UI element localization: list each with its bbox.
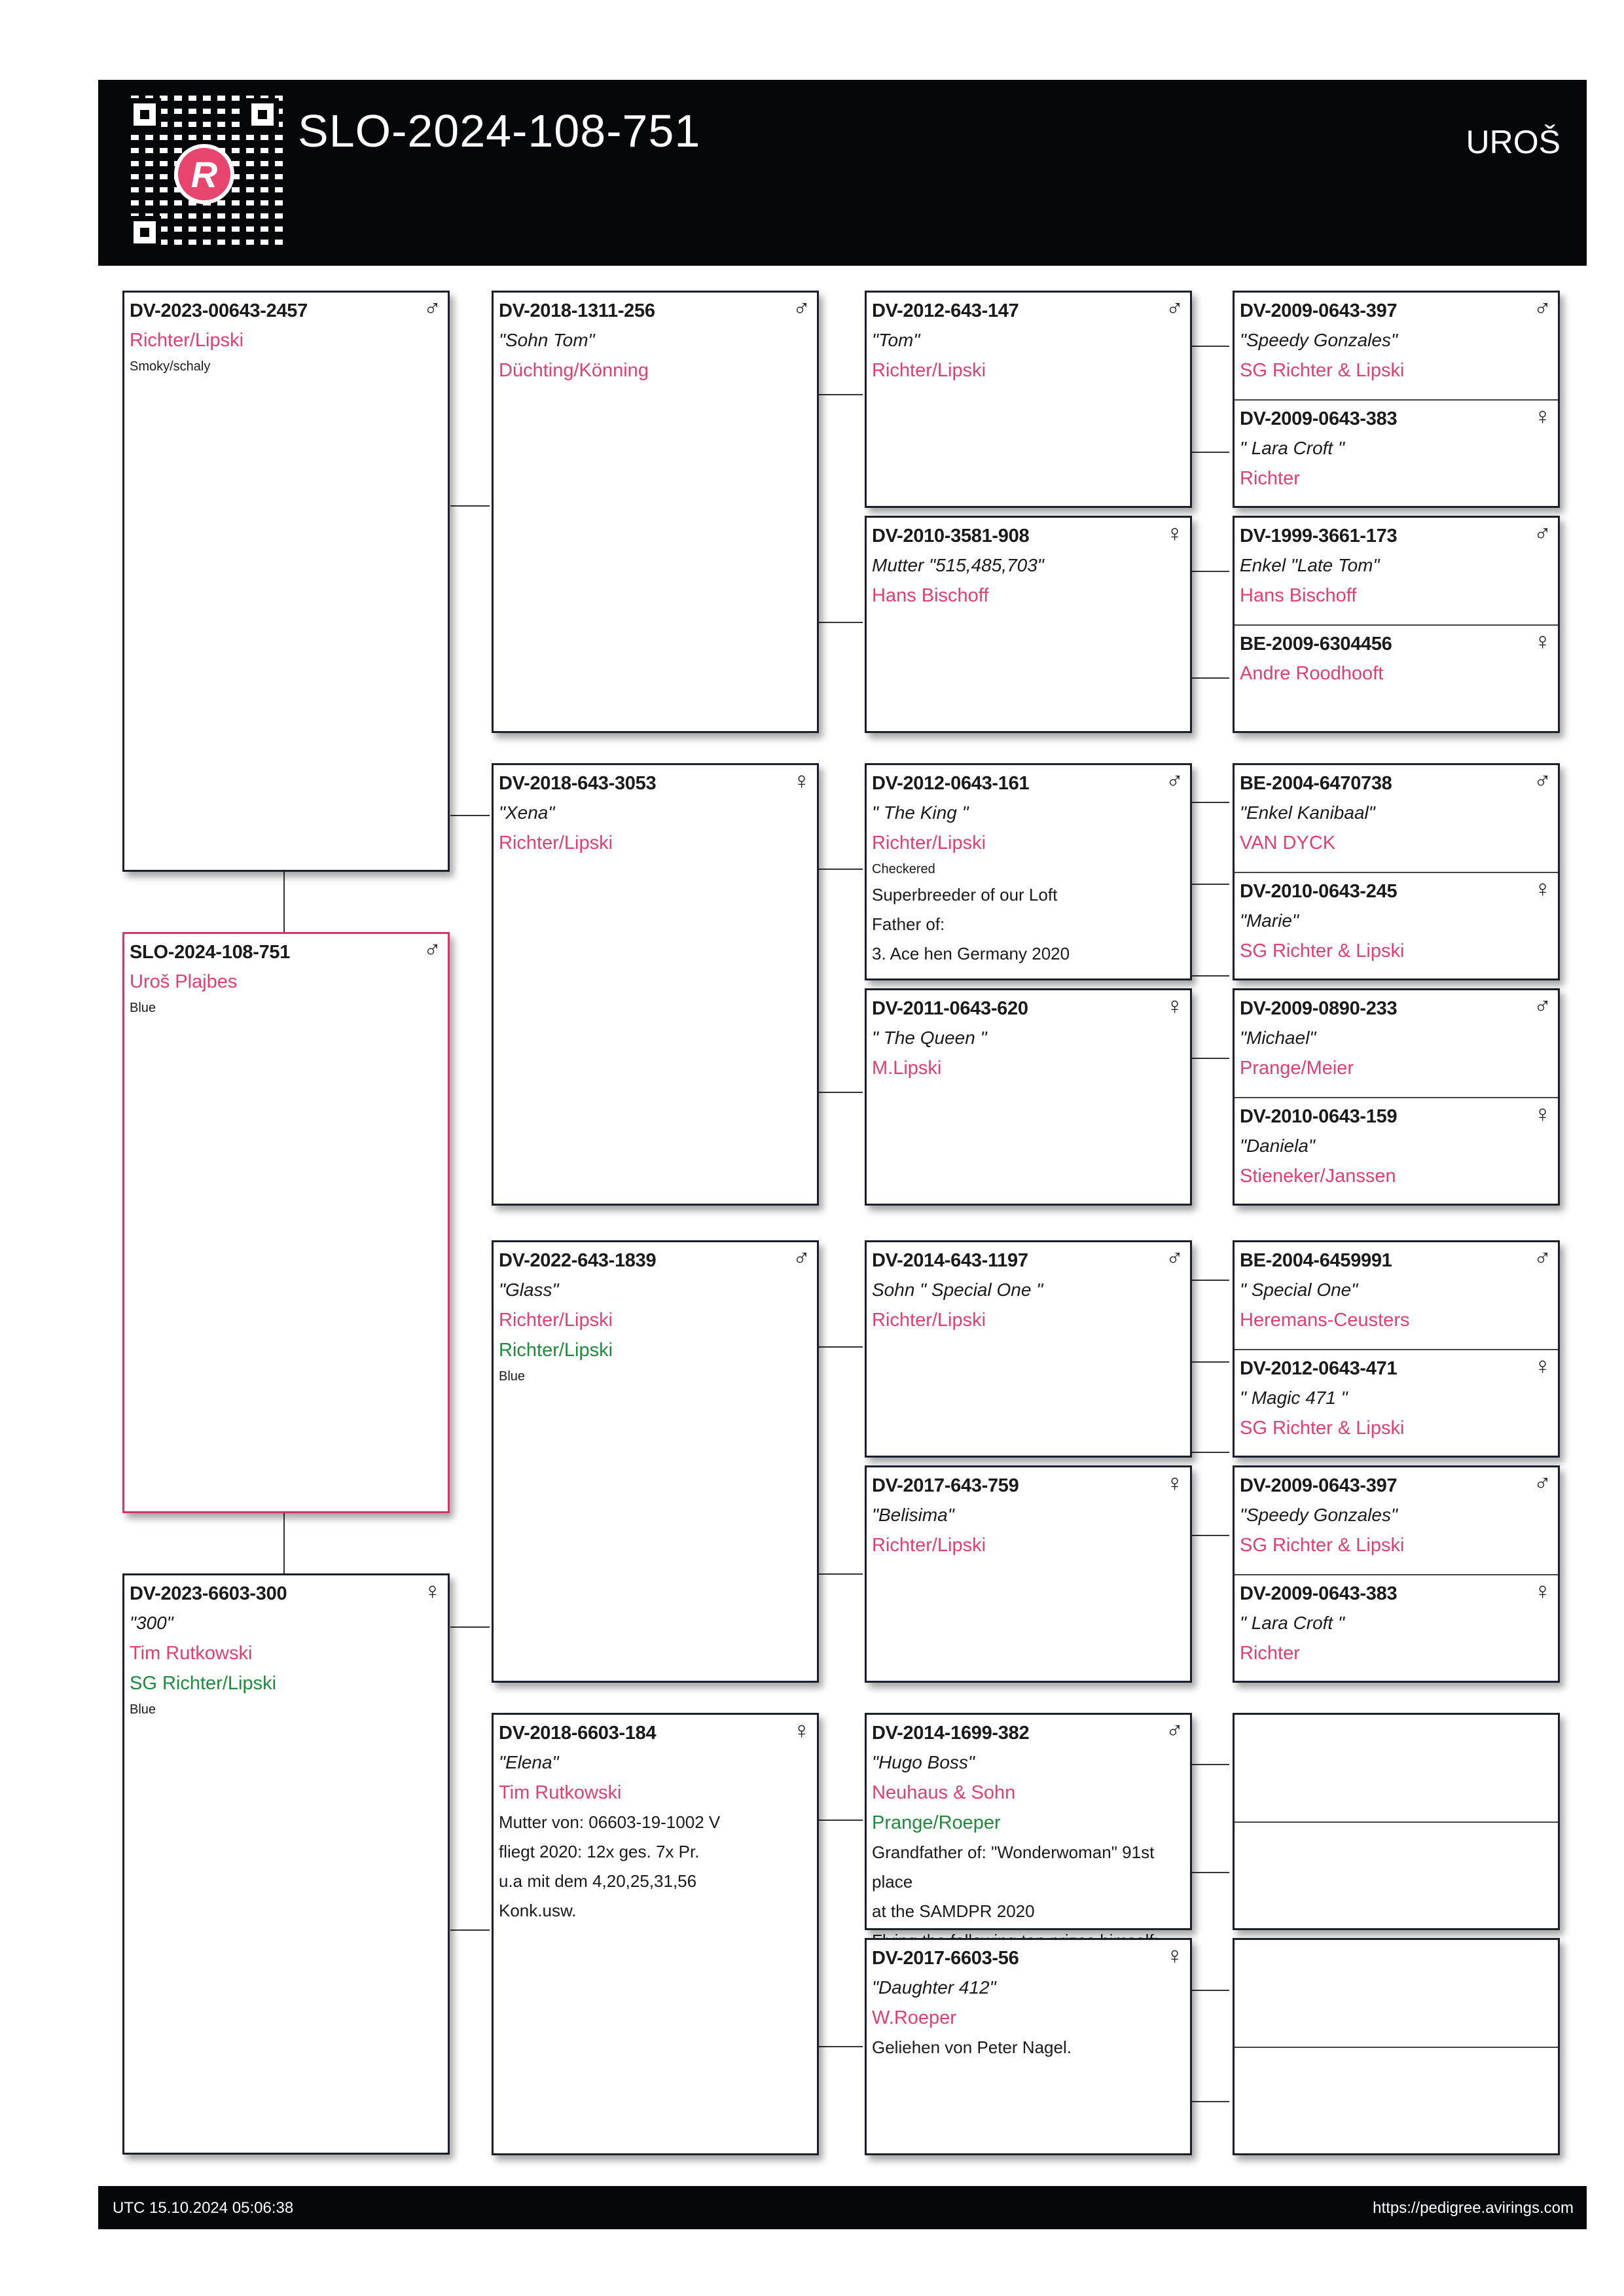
pedigree-card-gen3[interactable]: [865, 1465, 1192, 1683]
connector-line: [817, 869, 863, 870]
header-bar: [98, 80, 1587, 266]
pigeon-name: " Magic 471 ": [1240, 1388, 1348, 1408]
owner: Richter/Lipski: [499, 1340, 613, 1361]
note-line: Mutter von: 06603-19-1002 V: [499, 1812, 721, 1832]
pedigree-card-empty[interactable]: [1235, 2047, 1558, 2153]
breeder: Richter/Lipski: [872, 833, 986, 853]
pedigree-card-ss[interactable]: [492, 291, 819, 733]
pigeon-name: "Belisima": [872, 1505, 954, 1525]
female-icon: ♀: [1534, 628, 1551, 655]
male-icon: ♂: [1166, 1717, 1183, 1744]
pedigree-card-gen3[interactable]: [865, 1938, 1192, 2155]
connector-line: [1190, 1452, 1229, 1453]
connector-line: [817, 394, 863, 395]
male-icon: ♂: [1534, 992, 1551, 1019]
breeder: Stieneker/Janssen: [1240, 1166, 1396, 1187]
ring-number: DV-2009-0643-397: [1240, 1475, 1398, 1496]
connector-line: [1190, 975, 1229, 977]
breeder: Andre Roodhooft: [1240, 663, 1384, 684]
note-line: at the SAMDPR 2020: [872, 1901, 1035, 1921]
male-icon: ♂: [1534, 767, 1551, 794]
connector-line: [817, 1092, 863, 1093]
ring-number: DV-2010-3581-908: [872, 526, 1030, 547]
pedigree-card-empty[interactable]: [1235, 1715, 1558, 1821]
ring-number: DV-2023-6603-300: [130, 1583, 287, 1604]
header-pigeon-name: UROŠ: [1466, 124, 1561, 160]
connector-line: [817, 1346, 863, 1348]
ring-number: SLO-2024-108-751: [130, 942, 291, 963]
owner: Prange/Roeper: [872, 1812, 1001, 1833]
ring-number: DV-2012-0643-471: [1240, 1358, 1398, 1379]
pedigree-card-gen4[interactable]: [1235, 624, 1558, 731]
ring-number: DV-2009-0890-233: [1240, 998, 1398, 1019]
pigeon-name: Sohn " Special One ": [872, 1280, 1043, 1300]
pedigree-card-gen3[interactable]: [865, 516, 1192, 733]
qr-finder: [128, 216, 161, 249]
pedigree-pair-gen4: [1233, 1465, 1560, 1683]
pigeon-name: " Special One": [1240, 1280, 1358, 1300]
pedigree-card-gen4[interactable]: [1235, 872, 1558, 978]
pedigree-card-gen3[interactable]: [865, 1240, 1192, 1458]
breeder: Tim Rutkowski: [130, 1643, 253, 1664]
pigeon-name: "Speedy Gonzales": [1240, 330, 1398, 350]
pigeon-name: "Daughter 412": [872, 1977, 996, 1998]
ring-number: DV-2010-0643-159: [1240, 1106, 1398, 1127]
breeder: Hans Bischoff: [872, 585, 989, 606]
male-icon: ♂: [1166, 295, 1183, 321]
header-ring-number: SLO-2024-108-751: [298, 105, 701, 156]
pigeon-name: " Lara Croft ": [1240, 438, 1344, 458]
breeder: Heremans-Ceusters: [1240, 1310, 1410, 1331]
pedigree-pair-gen4-empty: [1233, 1713, 1560, 1930]
connector-line: [1190, 571, 1229, 572]
pedigree-card-sire[interactable]: [122, 291, 450, 872]
qr-finder: [128, 98, 161, 131]
note-line: Father of:: [872, 914, 945, 934]
color: Blue: [130, 1702, 156, 1717]
breeder: Düchting/Könning: [499, 360, 649, 381]
pedigree-card-gen4[interactable]: [1235, 399, 1558, 506]
pedigree-card-dd[interactable]: [492, 1713, 819, 2155]
owner: SG Richter/Lipski: [130, 1673, 277, 1694]
ring-number: DV-2017-643-759: [872, 1475, 1019, 1496]
connector-line: [1190, 884, 1229, 885]
connector-line: [1190, 1872, 1229, 1873]
male-icon: ♂: [1166, 767, 1183, 794]
pigeon-name: "Glass": [499, 1280, 559, 1300]
connector-line: [450, 505, 490, 507]
male-icon: ♂: [1534, 520, 1551, 547]
pigeon-name: Enkel "Late Tom": [1240, 555, 1380, 575]
breeder: VAN DYCK: [1240, 833, 1336, 853]
connector-line: [1190, 1990, 1229, 1991]
pedigree-card-gen4[interactable]: [1235, 765, 1558, 872]
pigeon-name: "Elena": [499, 1752, 559, 1772]
pedigree-pair-gen4: [1233, 1240, 1560, 1458]
pedigree-pair-gen4: [1233, 988, 1560, 1206]
breeder: W.Roeper: [872, 2007, 956, 2028]
ring-number: DV-2023-00643-2457: [130, 300, 308, 321]
breeder: Richter/Lipski: [130, 330, 244, 351]
male-icon: ♂: [1534, 1244, 1551, 1271]
pedigree-card-gen4[interactable]: [1235, 518, 1558, 624]
female-icon: ♀: [1166, 1469, 1183, 1496]
connector-line: [283, 1512, 285, 1576]
pedigree-card-gen3[interactable]: [865, 291, 1192, 508]
connector-line: [817, 1820, 863, 1821]
female-icon: ♀: [1534, 1100, 1551, 1127]
qr-code[interactable]: [124, 94, 283, 253]
female-icon: ♀: [1534, 875, 1551, 902]
connector-line: [817, 2046, 863, 2047]
pedigree-card-sd[interactable]: [492, 763, 819, 1206]
female-icon: ♀: [1534, 1352, 1551, 1379]
connector-line: [1190, 1280, 1229, 1281]
pigeon-name: "Enkel Kanibaal": [1240, 802, 1375, 823]
pedigree-card-gen4[interactable]: [1235, 1574, 1558, 1681]
male-icon: ♂: [1534, 295, 1551, 321]
pigeon-name: " Lara Croft ": [1240, 1613, 1344, 1633]
female-icon: ♀: [424, 1577, 441, 1604]
pigeon-name: "Daniela": [1240, 1136, 1315, 1156]
pigeon-name: "Speedy Gonzales": [1240, 1505, 1398, 1525]
connector-line: [1190, 346, 1229, 347]
breeder: Richter: [1240, 1643, 1300, 1664]
pigeon-name: "Marie": [1240, 910, 1299, 931]
male-icon: ♂: [1534, 1469, 1551, 1496]
ring-number: DV-2012-643-147: [872, 300, 1019, 321]
pedigree-card-gen4[interactable]: [1235, 1097, 1558, 1204]
male-icon: ♂: [793, 295, 810, 321]
pedigree-card-gen4[interactable]: [1235, 1467, 1558, 1574]
ring-number: DV-2018-643-3053: [499, 773, 657, 794]
connector-line: [1190, 1058, 1229, 1059]
pedigree-card-gen4[interactable]: [1235, 1242, 1558, 1349]
note-line: Superbreeder of our Loft: [872, 885, 1058, 905]
ring-number: BE-2004-6459991: [1240, 1250, 1392, 1271]
ring-number: DV-2018-6603-184: [499, 1723, 657, 1744]
connector-line: [283, 865, 285, 935]
connector-line: [1190, 1535, 1229, 1536]
ring-number: BE-2009-6304456: [1240, 634, 1392, 655]
breeder: Richter/Lipski: [872, 1310, 986, 1331]
pigeon-name: "Hugo Boss": [872, 1752, 975, 1772]
breeder: SG Richter & Lipski: [1240, 360, 1405, 381]
connector-line: [817, 1573, 863, 1575]
ring-number: DV-2012-0643-161: [872, 773, 1030, 794]
pedigree-card-subject[interactable]: [122, 932, 450, 1513]
pedigree-pair-gen4: [1233, 763, 1560, 980]
pedigree-card-gen3[interactable]: [865, 763, 1192, 980]
pigeon-name: "Xena": [499, 802, 555, 823]
pedigree-card-gen3[interactable]: [865, 1713, 1192, 1930]
female-icon: ♀: [793, 1717, 810, 1744]
pedigree-pair-gen4-empty: [1233, 1938, 1560, 2155]
color: Blue: [499, 1369, 526, 1384]
pedigree-card-gen3[interactable]: [865, 988, 1192, 1206]
breeder: Neuhaus & Sohn: [872, 1782, 1016, 1803]
ring-number: BE-2004-6470738: [1240, 773, 1392, 794]
ring-number: DV-1999-3661-173: [1240, 526, 1398, 547]
connector-line: [1190, 677, 1229, 679]
connector-line: [1190, 1764, 1229, 1765]
pedigree-pair-gen4: [1233, 291, 1560, 508]
avirings-logo-icon: R: [174, 144, 234, 204]
pigeon-name: " The King ": [872, 802, 969, 823]
ring-number: DV-2009-0643-383: [1240, 408, 1398, 429]
ring-number: DV-2014-1699-382: [872, 1723, 1030, 1744]
note-line: Grandfather of: "Wonderwoman" 91st place: [872, 1842, 1155, 1892]
female-icon: ♀: [793, 767, 810, 794]
pigeon-name: "Sohn Tom": [499, 330, 595, 350]
breeder: M.Lipski: [872, 1058, 942, 1079]
breeder: Hans Bischoff: [1240, 585, 1357, 606]
note-line: Konk.usw.: [499, 1901, 577, 1920]
ring-number: DV-2018-1311-256: [499, 300, 655, 321]
male-icon: ♂: [793, 1244, 810, 1271]
breeder: SG Richter & Lipski: [1240, 1418, 1405, 1439]
breeder: Richter/Lipski: [872, 1535, 986, 1556]
pedigree-card-gen4[interactable]: [1235, 1349, 1558, 1456]
ring-number: DV-2011-0643-620: [872, 998, 1028, 1019]
qr-finder: [246, 98, 279, 131]
pigeon-name: " The Queen ": [872, 1028, 987, 1048]
pedigree-card-empty[interactable]: [1235, 1940, 1558, 2047]
ring-number: DV-2009-0643-397: [1240, 300, 1398, 321]
male-icon: ♂: [1166, 1244, 1183, 1271]
breeder: Tim Rutkowski: [499, 1782, 622, 1803]
breeder: SG Richter & Lipski: [1240, 1535, 1405, 1556]
pigeon-name: "300": [130, 1613, 173, 1633]
breeder: Richter/Lipski: [499, 833, 613, 853]
female-icon: ♀: [1534, 403, 1551, 429]
breeder: Richter: [1240, 468, 1300, 489]
pigeon-name: "Michael": [1240, 1028, 1316, 1048]
male-icon: ♂: [424, 936, 441, 963]
website-link[interactable]: https://pedigree.avirings.com: [1373, 2199, 1574, 2217]
pedigree-card-gen4[interactable]: [1235, 293, 1558, 399]
breeder: Richter/Lipski: [872, 360, 986, 381]
pedigree-card-dam[interactable]: [122, 1573, 450, 2155]
color: Smoky/schaly: [130, 359, 211, 374]
timestamp: UTC 15.10.2024 05:06:38: [113, 2199, 294, 2217]
female-icon: ♀: [1166, 992, 1183, 1019]
color: Blue: [130, 1001, 156, 1015]
ring-number: DV-2017-6603-56: [872, 1948, 1019, 1969]
female-icon: ♀: [1166, 1942, 1183, 1969]
footer-bar: [98, 2186, 1587, 2229]
connector-line: [450, 815, 490, 816]
pedigree-pair-gen4: [1233, 516, 1560, 733]
ring-number: DV-2010-0643-245: [1240, 881, 1398, 902]
ring-number: DV-2014-643-1197: [872, 1250, 1028, 1271]
note-line: Geliehen von Peter Nagel.: [872, 2037, 1072, 2057]
pigeon-name: "Tom": [872, 330, 920, 350]
breeder: SG Richter & Lipski: [1240, 941, 1405, 961]
note-line: 3. Ace hen Germany 2020: [872, 944, 1070, 963]
note-line: fliegt 2020: 12x ges. 7x Pr.: [499, 1842, 700, 1861]
female-icon: ♀: [1534, 1577, 1551, 1604]
connector-line: [1190, 1361, 1229, 1363]
pedigree-card-empty[interactable]: [1235, 1821, 1558, 1928]
connector-line: [1190, 2101, 1229, 2102]
pigeon-name: Mutter "515,485,703": [872, 555, 1044, 575]
ring-number: DV-2009-0643-383: [1240, 1583, 1398, 1604]
connector-line: [1190, 452, 1229, 453]
breeder: Prange/Meier: [1240, 1058, 1354, 1079]
color: Checkered: [872, 862, 935, 876]
breeder: Richter/Lipski: [499, 1310, 613, 1331]
connector-line: [1190, 802, 1229, 803]
connector-line: [450, 1929, 490, 1931]
male-icon: ♂: [424, 295, 441, 321]
ring-number: DV-2022-643-1839: [499, 1250, 657, 1271]
note-line: u.a mit dem 4,20,25,31,56: [499, 1871, 697, 1891]
connector-line: [817, 622, 863, 623]
connector-line: [450, 1626, 490, 1628]
pedigree-card-ds[interactable]: [492, 1240, 819, 1683]
owner-name: Uroš Plajbes: [130, 971, 238, 992]
female-icon: ♀: [1166, 520, 1183, 547]
pedigree-card-gen4[interactable]: [1235, 990, 1558, 1097]
